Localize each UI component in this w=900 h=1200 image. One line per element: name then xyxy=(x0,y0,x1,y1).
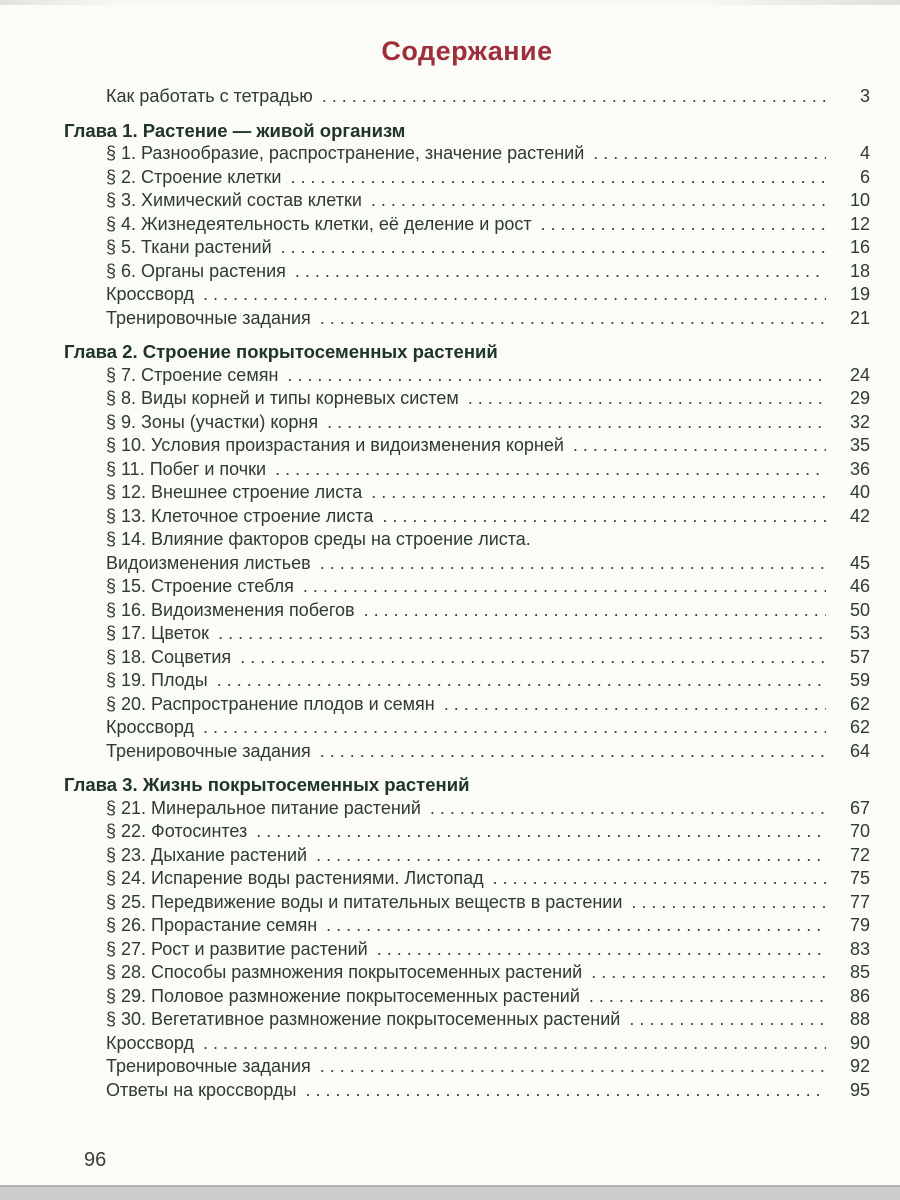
toc-row xyxy=(106,283,870,307)
dot-leader xyxy=(468,387,826,411)
toc-entry-label: § 12. Внешнее строение листа xyxy=(106,482,363,502)
dot-leader xyxy=(256,820,826,844)
toc-page-number: 75 xyxy=(849,868,870,888)
toc-entry-label: § 22. Фотосинтез xyxy=(106,821,248,841)
dot-leader xyxy=(541,213,826,237)
dot-leader xyxy=(203,1032,826,1056)
toc-entry-label: § 13. Клеточное строение листа xyxy=(106,505,374,526)
toc-chapter-heading xyxy=(64,119,870,143)
toc-entry-label: § 21. Минеральное питание растений xyxy=(106,797,421,818)
toc-row xyxy=(106,867,870,891)
toc-row xyxy=(106,213,870,237)
toc-page-number: 35 xyxy=(849,435,870,455)
dot-leader xyxy=(589,985,826,1009)
toc-row xyxy=(106,1055,870,1079)
toc-entry-label: § 30. Вегетативное размножение покрытосеменных растений xyxy=(106,1009,621,1029)
toc-page-number: 24 xyxy=(849,364,870,385)
toc-page-number: 21 xyxy=(849,307,870,328)
toc-page-number: 45 xyxy=(849,552,870,573)
page-title: Содержание xyxy=(381,36,553,66)
dot-leader xyxy=(295,260,826,284)
toc-row xyxy=(106,505,870,529)
dot-leader xyxy=(218,622,826,646)
dot-leader xyxy=(327,411,826,435)
toc-entry-label: § 1. Разнообразие, распространение, значение растений xyxy=(106,143,585,163)
toc-chapter-label: Глава 1. Растение — живой организм xyxy=(64,119,406,141)
toc-row xyxy=(106,1032,870,1056)
toc-entry-label: § 16. Видоизменения побегов xyxy=(106,599,355,620)
toc-row xyxy=(106,844,870,868)
toc-row xyxy=(106,716,870,740)
toc-row xyxy=(106,985,870,1009)
dot-leader xyxy=(320,740,826,764)
toc-row xyxy=(106,1079,870,1103)
dot-leader xyxy=(326,914,826,938)
toc-row xyxy=(106,189,870,213)
toc-entry-label: § 8. Виды корней и типы корневых систем xyxy=(106,388,459,408)
toc-row xyxy=(106,307,870,331)
toc-row xyxy=(106,364,870,388)
toc-page-number: 36 xyxy=(849,458,870,479)
toc-row xyxy=(106,260,870,284)
toc-row xyxy=(106,891,870,915)
toc-entry-label: § 27. Рост и развитие растений xyxy=(106,938,368,959)
toc-row xyxy=(106,961,870,985)
toc-entry-label: § 18. Соцветия xyxy=(106,646,232,667)
toc-page-number: 83 xyxy=(849,938,870,959)
toc-chapter-label: Глава 2. Строение покрытосеменных растений xyxy=(64,341,498,362)
toc-page-number: 86 xyxy=(849,985,870,1006)
toc-entry-label: § 4. Жизнедеятельность клетки, её деление и рост xyxy=(106,213,532,234)
toc-row xyxy=(106,820,870,844)
toc-row xyxy=(106,528,870,552)
toc-page-number: 6 xyxy=(859,166,870,187)
toc-page-number: 59 xyxy=(849,670,870,690)
toc-entry-label: § 7. Строение семян xyxy=(106,364,279,385)
toc-row xyxy=(106,481,870,505)
toc-page-number: 32 xyxy=(849,411,870,432)
toc-page-number: 72 xyxy=(849,844,870,865)
dot-leader xyxy=(281,236,826,260)
toc-row xyxy=(106,166,870,190)
toc-row xyxy=(106,85,870,109)
toc-entry-label: § 20. Распространение плодов и семян xyxy=(106,693,435,714)
toc-row xyxy=(106,914,870,938)
toc-page-number: 95 xyxy=(849,1079,870,1100)
toc-page-number: 67 xyxy=(849,797,870,818)
toc-row xyxy=(106,797,870,821)
toc-page-number: 42 xyxy=(849,505,870,526)
toc-entry-label: § 19. Плоды xyxy=(106,670,208,690)
toc-page-number: 88 xyxy=(849,1009,870,1029)
toc-entry-label: § 15. Строение стебля xyxy=(106,576,294,596)
toc-page-number: 18 xyxy=(849,260,870,281)
toc-entry-label: § 14. Влияние факторов среды на строение листа. xyxy=(106,529,531,549)
folio-page-number: 96 xyxy=(84,1149,107,1171)
toc-row xyxy=(106,693,870,717)
toc-page-number: 57 xyxy=(849,646,870,667)
dot-leader xyxy=(493,867,826,891)
dot-leader xyxy=(591,961,826,985)
toc-entry-label: Как работать с тетрадью xyxy=(106,86,313,106)
dot-leader xyxy=(631,891,826,915)
dot-leader xyxy=(275,458,826,482)
toc-entry-label: Тренировочные задания xyxy=(106,307,311,328)
dot-leader xyxy=(305,1079,826,1103)
toc-row xyxy=(106,646,870,670)
toc-row xyxy=(106,142,870,166)
toc-page-number: 64 xyxy=(849,740,870,761)
toc-row xyxy=(106,938,870,962)
toc-entry-label: § 3. Химический состав клетки xyxy=(106,190,362,210)
toc-entry-label: Тренировочные задания xyxy=(106,1056,311,1076)
toc-row xyxy=(106,599,870,623)
toc-page-number: 77 xyxy=(849,891,870,912)
toc-entry-label: Кроссворд xyxy=(106,717,194,737)
dot-leader xyxy=(320,307,826,331)
toc-entry-label: § 11. Побег и почки xyxy=(106,458,267,479)
toc-list xyxy=(64,85,870,1102)
toc-entry-label: § 25. Передвижение воды и питательных веществ в растении xyxy=(106,891,623,912)
toc-page-number: 85 xyxy=(849,962,870,982)
toc-entry-label: Ответы на кроссворды xyxy=(106,1079,297,1100)
toc-entry-label: Кроссворд xyxy=(106,1032,194,1053)
toc-page-number: 19 xyxy=(849,284,870,304)
toc-page-number: 40 xyxy=(849,482,870,502)
toc-entry-label: § 17. Цветок xyxy=(106,623,210,643)
toc-row xyxy=(106,622,870,646)
toc-row xyxy=(106,387,870,411)
toc-row xyxy=(106,575,870,599)
dot-leader xyxy=(371,481,826,505)
dot-leader xyxy=(203,716,826,740)
dot-leader xyxy=(303,575,826,599)
dot-leader xyxy=(377,938,826,962)
toc-page-number: 46 xyxy=(849,576,870,596)
toc-entry-label: § 2. Строение клетки xyxy=(106,166,282,187)
toc-page-number: 79 xyxy=(849,915,870,935)
toc-chapter-heading xyxy=(64,340,870,364)
toc-entry-label: § 9. Зоны (участки) корня xyxy=(106,411,319,432)
toc-page-number: 12 xyxy=(849,213,870,234)
toc-page-number: 70 xyxy=(849,821,870,841)
toc-entry-label: § 5. Ткани растений xyxy=(106,237,272,257)
scan-bottom-edge xyxy=(0,1185,900,1200)
dot-leader xyxy=(316,844,826,868)
dot-leader xyxy=(320,1055,826,1079)
toc-page-number: 53 xyxy=(849,623,870,643)
toc-entry-label: Тренировочные задания xyxy=(106,740,311,761)
dot-leader xyxy=(371,189,826,213)
toc-page-number: 62 xyxy=(849,717,870,737)
toc-entry-label: § 28. Способы размножения покрытосеменных растений xyxy=(106,962,583,982)
dot-leader xyxy=(629,1008,826,1032)
dot-leader xyxy=(287,364,826,388)
toc-chapter-heading xyxy=(64,773,870,797)
toc-page-number: 62 xyxy=(849,693,870,714)
toc-row xyxy=(106,669,870,693)
toc-entry-label: § 6. Органы растения xyxy=(106,260,286,281)
dot-leader xyxy=(240,646,826,670)
toc-row xyxy=(106,411,870,435)
dot-leader xyxy=(217,669,826,693)
toc-entry-label: § 29. Половое размножение покрытосеменных растений xyxy=(106,985,580,1006)
toc-entry-label: § 24. Испарение воды растениями. Листопад xyxy=(106,868,484,888)
dot-leader xyxy=(203,283,826,307)
dot-leader xyxy=(382,505,826,529)
dot-leader xyxy=(430,797,826,821)
toc-row xyxy=(106,236,870,260)
toc-page-number: 90 xyxy=(849,1032,870,1053)
dot-leader xyxy=(364,599,826,623)
toc-page-number: 16 xyxy=(849,237,870,257)
toc-row xyxy=(106,552,870,576)
toc-chapter-label: Глава 3. Жизнь покрытосеменных растений xyxy=(64,774,470,795)
toc-entry-label: § 10. Условия произрастания и видоизменения корней xyxy=(106,435,564,455)
toc-entry-label: § 23. Дыхание растений xyxy=(106,844,308,865)
dot-leader xyxy=(322,85,826,109)
toc-entry-label: Видоизменения листьев xyxy=(106,552,311,573)
dot-leader xyxy=(444,693,826,717)
toc-row xyxy=(106,458,870,482)
toc-entry-label: Кроссворд xyxy=(106,284,194,304)
toc-entry-label: § 26. Прорастание семян xyxy=(106,915,318,935)
dot-leader xyxy=(573,434,826,458)
toc-page-number: 92 xyxy=(849,1056,870,1076)
toc-row xyxy=(106,740,870,764)
toc-page-number: 50 xyxy=(849,599,870,620)
toc-page-number: 3 xyxy=(859,86,870,106)
dot-leader xyxy=(290,166,826,190)
dot-leader xyxy=(320,552,826,576)
toc-row xyxy=(106,434,870,458)
dot-leader xyxy=(593,142,826,166)
toc-page-number: 10 xyxy=(849,190,870,210)
toc-row xyxy=(106,1008,870,1032)
toc-page-number: 29 xyxy=(849,388,870,408)
toc-page-number: 4 xyxy=(859,143,870,163)
